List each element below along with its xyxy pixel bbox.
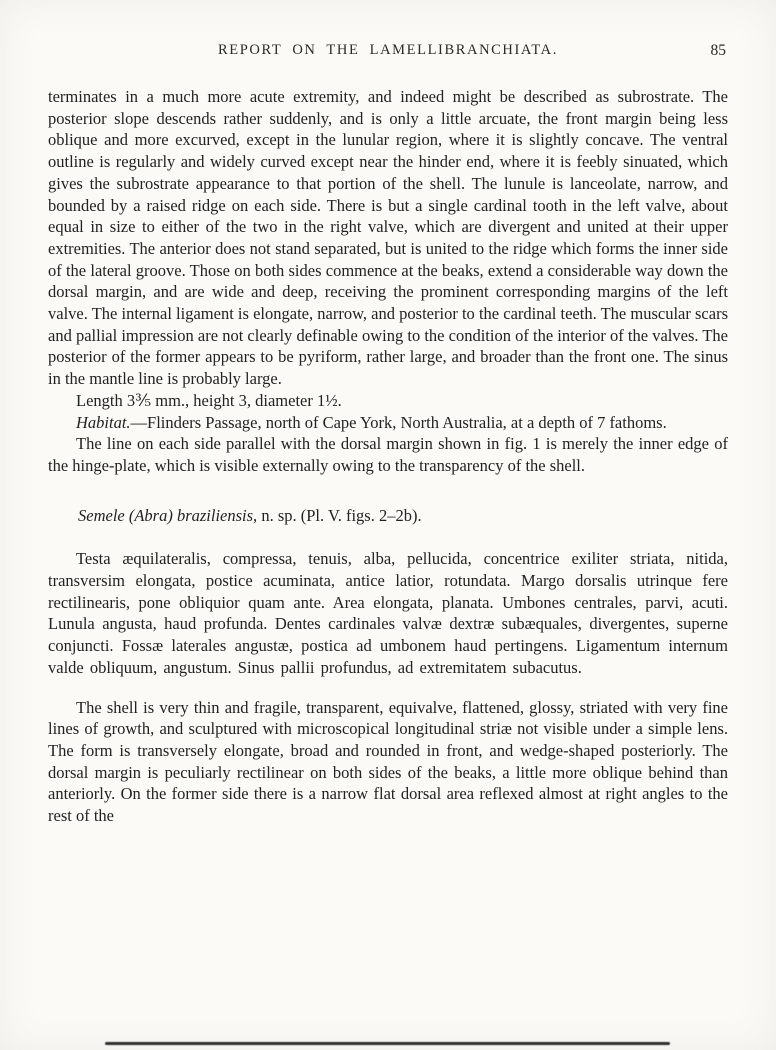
paragraph-hinge-plate-note: The line on each side parallel with the dorsal margin shown in fig. 1 is merely the inner edge of the hinge-plate, which is visible externally owing to the transparency of the shell.	[48, 434, 728, 475]
paragraph-shell-description: The shell is very thin and fragile, transparent, equivalve, flattened, glossy, striated with very fine lines of growth, and sculptured with microscopical longitudinal striæ not visible under a simple lens. The form is transversely elongate, broad and rounded in front, and wedge-shaped posteriorly. The dorsal margin is peculiarly rectilinear on both sides of the beaks, a little more oblique behind than anteriorly. On the former side there is a narrow flat dorsal area reflexed almost at right angles to the rest of the	[48, 697, 728, 826]
species-name-italic: Semele (Abra) braziliensis,	[78, 505, 258, 525]
measurements-line: Length 3⅗ mm., height 3, diameter 1½.	[76, 390, 342, 410]
species-heading	[48, 505, 728, 527]
paragraph-continuation: terminates in a much more acute extremity, and indeed might be described as subrostrate. The posterior slope descends rather suddenly, and is only a little arcuate, the front margin being less oblique and more excurved, except in the lunular region, where it is slightly concave. The ventral outline is regularly and widely curved except near the hinder end, where it is feebly sinuated, which gives the subrostrate appearance to that portion of the shell. The lunule is lanceolate, narrow, and bounded by a raised ridge on each side. There is but a single cardinal tooth in the left valve, about equal in size to either of the two in the right valve, which are divergent and united at their upper extremities. The anterior does not stand separated, but is united to the ridge which forms the inner side of the lateral groove. Those on both sides commence at the beaks, extend a considerable way down the dorsal margin, and are wide and deep, receiving the prominent corresponding margins of the left valve. The internal ligament is elongate, narrow, and posterior to the cardinal teeth. The muscular scars and pallial impression are not clearly definable owing to the condition of the interior of the valves. The posterior of the former appears to be pyriform, rather large, and broader than the front one. The sinus in the mantle line is probably large.	[48, 87, 728, 389]
habitat-label: Habitat.	[76, 412, 131, 432]
habitat-text: —Flinders Passage, north of Cape York, North Australia, at a depth of 7 fathoms.	[130, 412, 667, 432]
scan-artifact	[105, 1042, 670, 1045]
running-title: REPORT ON THE LAMELLIBRANCHIATA.	[218, 42, 558, 58]
page-body	[48, 86, 728, 827]
page-header	[48, 42, 728, 64]
habitat-line	[48, 412, 728, 434]
latin-description: Testa æquilateralis, compressa, tenuis, alba, pellucida, concentrice exiliter striata, nitida, transversim elongata, postice acuminata, antice latior, rotundata. Margo dorsalis utrinque fere rectilinearis, pone obliquior quam ante. Area elongata, planata. Umbones centrales, parvi, acuti. Lunula angusta, haud profunda. Dentes cardinales valvæ dextræ subæquales, divergentes, superne conjuncti. Fossæ laterales angustæ, postica ad umbonem haud pertingens. Ligamentum internum valde obliquum, angustum. Sinus pallii profundus, ad extremitatem subacutus.	[48, 549, 728, 677]
page-number: 85	[710, 42, 726, 59]
species-heading-roman: n. sp. (Pl. V. figs. 2–2b).	[257, 505, 422, 525]
